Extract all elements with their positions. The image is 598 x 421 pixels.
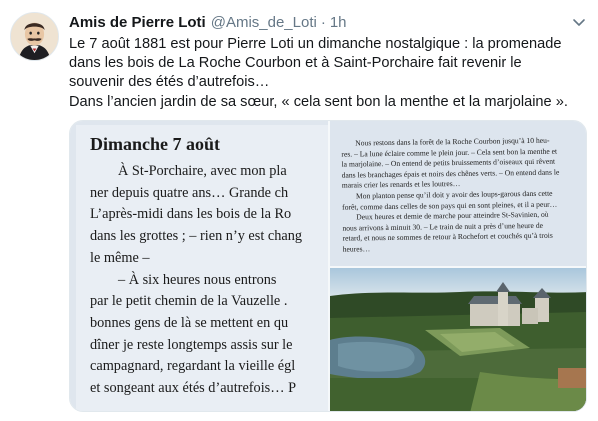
- excerpt-line: Mon planton pense qu’il doit y avoir des loups-garous dans cette: [355, 188, 553, 201]
- chevron-down-icon[interactable]: [571, 14, 587, 30]
- tweet-text-line: Dans l’ancien jardin de sa sœur, « cela sent bon la menthe et la marjolaine ».: [69, 93, 568, 110]
- excerpt-line: retard, et nous ne sommes de retour à Rochefort et couchés qu’à trois: [342, 231, 553, 243]
- excerpt-line: res. – La lune éclaire comme le plein jour. – Cela sent bon la menthe et: [341, 146, 558, 159]
- avatar[interactable]: [10, 12, 59, 61]
- tweet-header: [69, 14, 347, 34]
- book-line: L’après-midi dans les bois de la Ro: [90, 206, 292, 223]
- book-line: À St-Porchaire, avec mon pla: [118, 163, 287, 179]
- book-line: dans les grottes ; – rien n’y est chang: [90, 228, 303, 245]
- excerpt-line: marais crier les renards et les loutres…: [341, 179, 461, 191]
- excerpt-line: Deux heures et demie de marche pour atteindre St-Savinien, où: [356, 209, 549, 222]
- book-line: et songeant aux étés d’autrefois… P: [90, 380, 297, 397]
- tweet-text-line: dans les bois de La Roche Courbon et à Saint-Porchaire fait revenir le: [69, 55, 522, 72]
- book-page-right: [330, 121, 587, 266]
- tweet-text: [69, 35, 589, 112]
- excerpt-line: dans les branchages épais et noirs des chênes verts. – On entend dans le: [341, 167, 560, 180]
- book-page-left: [76, 125, 328, 412]
- book-line: – À six heures nous entrons: [118, 271, 277, 288]
- book-excerpt-photo[interactable]: [330, 121, 587, 266]
- book-line: le même –: [90, 249, 150, 266]
- book-line: dîner je reste longtemps assis sur le: [90, 336, 293, 353]
- display-name[interactable]: Amis de Pierre Loti: [69, 14, 206, 31]
- book-line: bonnes gens de là se mettent en qu: [90, 314, 289, 331]
- book-line: par le petit chemin de la Vauzelle .: [90, 293, 288, 310]
- chateau-aerial-photo[interactable]: [330, 268, 587, 412]
- tweet-text-line: souvenir des étés d’autrefois…: [69, 74, 270, 91]
- book-line: campagnard, regardant la vieille égl: [90, 358, 296, 375]
- book-page-photo[interactable]: [70, 121, 328, 412]
- pierre-loti-avatar: [11, 13, 58, 60]
- chateau-landscape-image: [330, 268, 587, 412]
- page-heading: Dimanche 7 août: [90, 134, 220, 154]
- excerpt-line: forêt, comme dans celles de son pays qui en sont pleines, et il a peur…: [342, 199, 558, 212]
- user-handle[interactable]: @Amis_de_Loti: [210, 14, 317, 31]
- excerpt-line: nous arrivons à minuit 30. – Le train de nuit a près d’une heure de: [342, 220, 544, 233]
- excerpt-line: Nous restons dans la forêt de la Roche Courbon jusqu’à 10 heu-: [355, 135, 550, 148]
- excerpt-line: la marjolaine. – On entend de petits bruissements d’oiseaux qui rêvent: [341, 156, 556, 169]
- separator-dot: ·: [320, 14, 326, 31]
- media-grid: [69, 120, 587, 412]
- excerpt-line: heures…: [342, 244, 371, 254]
- timestamp[interactable]: 1h: [329, 14, 347, 31]
- tweet-text-line: Le 7 août 1881 est pour Pierre Loti un dimanche nostalgique : la promenade: [69, 36, 562, 52]
- book-line: ner depuis quatre ans… Grande ch: [90, 184, 289, 201]
